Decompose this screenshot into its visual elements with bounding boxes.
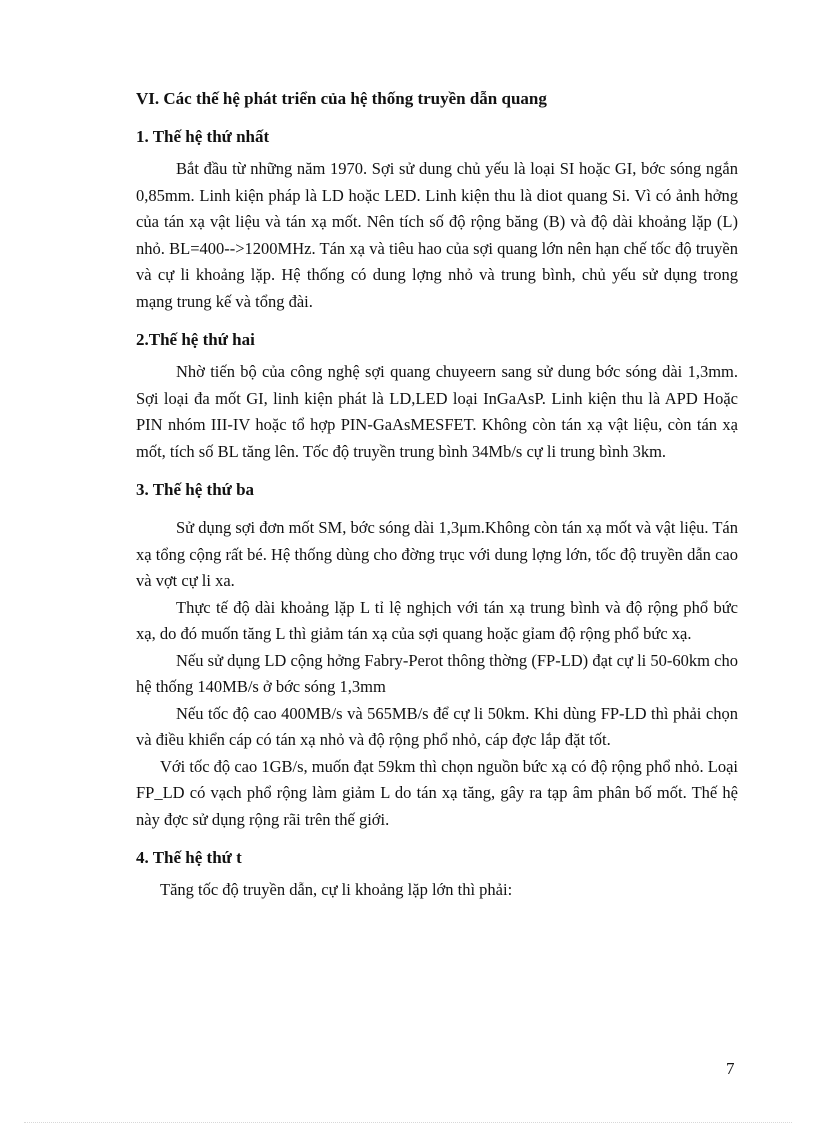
document-page [136,88,738,918]
paragraph: Nhờ tiến bộ của công nghệ sợi quang chuyeern sang sử dung bớc sóng dài 1,3mm. Sợi loại đa mốt GI, linh kiện phát là LD,LED loại InGaAsP. Linh kiện thu là APD Hoặc PIN nhóm III-IV hoặc tổ hợp PIN-GaAsMESFET. Không còn tán xạ vật liệu, còn tán xạ mốt, tích số BL tăng lên. Tốc độ truyền trung bình 34Mb/s cự li trung bình 3km. [136,362,738,461]
section-heading: 4. Thế hệ thứ t [136,848,242,867]
section-heading: 3. Thế hệ thứ ba [136,480,255,499]
paragraph: Tăng tốc độ truyền dẫn, cự li khoảng lặp lớn thì phải: [160,880,513,899]
section-2 [136,329,738,465]
paragraph: Nếu sử dụng LD cộng hởng Fabry-Perot thông thờng (FP-LD) đạt cự li 50-60km cho hệ thống 140MB/s ở bớc sóng 1,3mm [136,650,738,696]
paragraph: Nếu tốc độ cao 400MB/s và 565MB/s để cự li 50km. Khi dùng FP-LD thì phải chọn và điều khiển cáp có tán xạ nhỏ và độ rộng phổ nhỏ, cáp đợc lắp đặt tốt. [136,703,738,749]
section-heading: 1. Thế hệ thứ nhất [136,127,270,146]
section-1 [136,126,738,315]
section-3 [136,479,738,833]
main-heading: VI. Các thế hệ phát triển của hệ thống truyền dẫn quang [136,89,547,108]
paragraph: Với tốc độ cao 1GB/s, muốn đạt 59km thì chọn nguồn bức xạ có độ rộng phổ nhỏ. Loại FP_LD có vạch phổ rộng làm giảm L do tán xạ tăng, gây ra tạp âm phân bố mốt. Thế hệ này đợc sử dụng rộng rãi trên thế giới. [136,756,738,829]
paragraph: Sử dụng sợi đơn mốt SM, bớc sóng dài 1,3μm.Không còn tán xạ mốt và vật liệu. Tán xạ tổng cộng rất bé. Hệ thống dùng cho đờng trục với dung lợng lớn, tốc độ truyền dẫn cao và vợt cự li xa. [136,518,738,590]
section-4 [136,847,738,904]
section-heading: 2.Thế hệ thứ hai [136,330,255,349]
paragraph: Thực tế độ dài khoảng lặp L tỉ lệ nghịch với tán xạ trung bình và độ rộng phổ bức xạ, do đó muốn tăng L thì giảm tán xạ của sợi quang hoặc gỉam độ rộng phổ bức xạ. [136,597,738,643]
page-number: 7 [726,1059,735,1078]
paragraph: Bắt đầu từ những năm 1970. Sợi sử dung chủ yếu là loại SI hoặc GI, bớc sóng ngắn 0,85mm. Linh kiện pháp là LD hoặc LED. Linh kiện thu là diot quang Si. Vì có ảnh hởng của tán xạ vật liệu và tán xạ mốt. Nên tích số độ rộng băng (B) và độ dài khoảng lặp (L) nhỏ. BL=400-->1200MHz. Tán xạ và tiêu hao của sợi quang lớn nên hạn chế tốc độ truyền và cự li khoảng lặp. Hệ thống có dung lợng nhỏ và trung bình, chủ yếu sử dụng trong mạng trung kế và tổng đài. [136,159,738,311]
